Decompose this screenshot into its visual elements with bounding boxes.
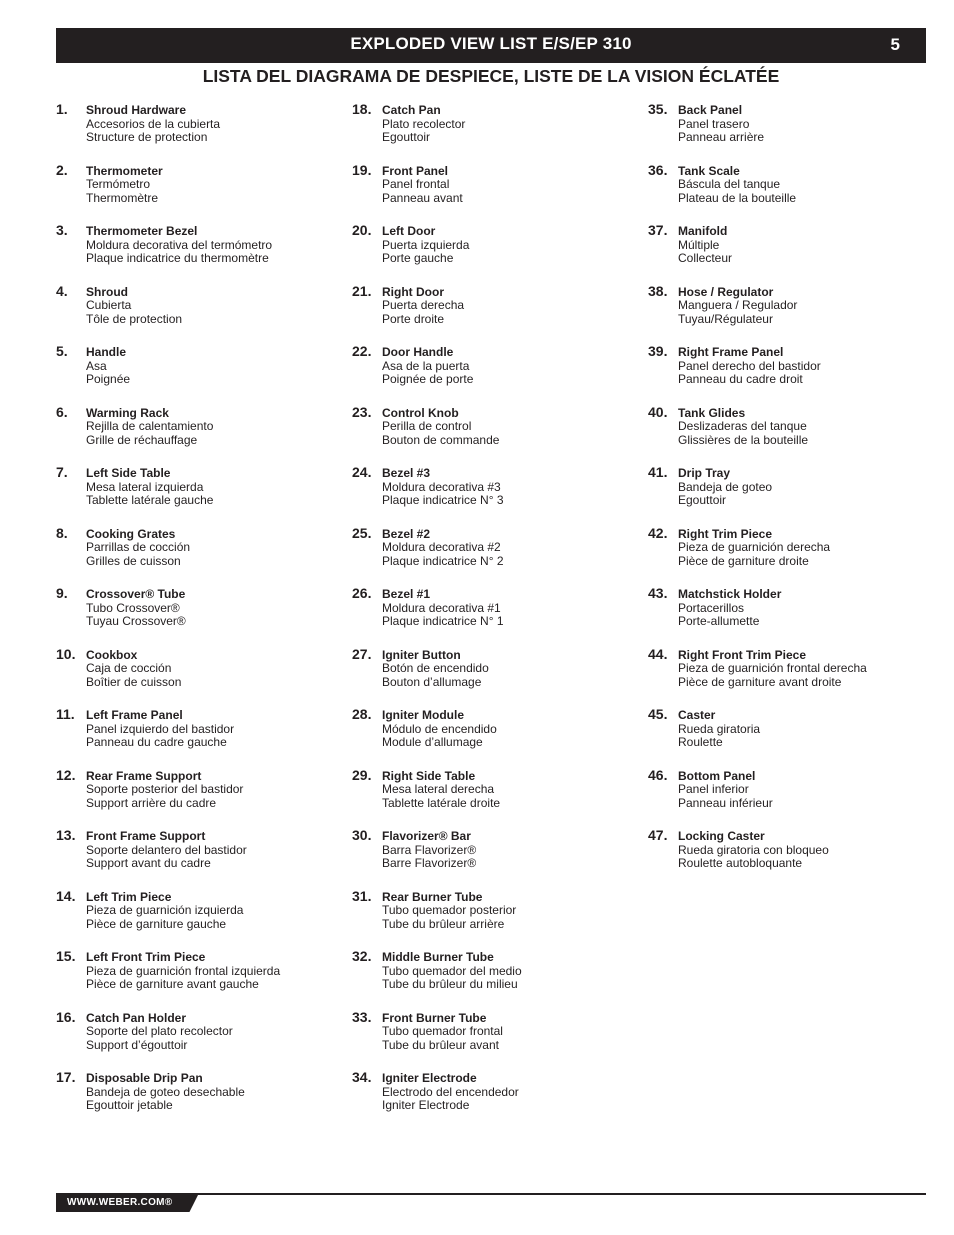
part-names — [382, 104, 465, 145]
part-name-english: Caster — [678, 708, 716, 722]
part-name-spanish: Panel izquierdo del bastidor — [86, 721, 235, 736]
part-list-item — [56, 706, 346, 767]
part-list-item — [56, 525, 346, 586]
part-list-item — [352, 585, 642, 646]
part-names — [382, 770, 500, 811]
part-number: 21. — [352, 282, 372, 299]
part-name-english: Flavorizer® Bar — [382, 829, 471, 843]
part-list-item — [352, 464, 642, 525]
part-names — [86, 286, 182, 327]
part-names — [382, 891, 516, 932]
part-names — [86, 588, 186, 629]
part-number: 25. — [352, 524, 372, 541]
parts-column-1 — [56, 101, 346, 1130]
part-names — [86, 1012, 233, 1053]
part-names — [678, 649, 867, 690]
part-name-english: Left Side Table — [86, 466, 171, 480]
part-name-french: Porte-allumette — [678, 614, 760, 628]
part-name-english: Middle Burner Tube — [382, 950, 494, 964]
part-names — [86, 104, 220, 145]
part-number: 37. — [648, 222, 668, 238]
part-number: 33. — [352, 1008, 372, 1025]
part-list-item — [352, 948, 642, 1009]
part-name-english: Locking Caster — [678, 829, 765, 843]
part-number: 34. — [352, 1069, 372, 1085]
part-name-spanish: Bandeja de goteo desechable — [86, 1084, 245, 1099]
part-name-english: Igniter Button — [382, 647, 461, 662]
part-names — [678, 225, 732, 266]
part-name-french: Support avant du cadre — [86, 856, 211, 870]
part-number: 22. — [352, 343, 372, 359]
part-number: 39. — [648, 343, 668, 359]
part-list-item — [56, 222, 346, 283]
part-name-spanish: Termómetro — [86, 177, 151, 191]
part-number: 5. — [56, 343, 68, 359]
part-name-french: Panneau avant — [382, 190, 463, 205]
part-name-english: Bezel #1 — [382, 587, 431, 601]
part-list-item — [648, 222, 938, 283]
part-name-french: Igniter Electrode — [382, 1098, 470, 1112]
part-list-item — [648, 706, 938, 767]
part-names — [678, 528, 830, 569]
part-number: 13. — [56, 827, 76, 843]
part-name-spanish: Rueda giratoria — [678, 721, 761, 736]
part-name-english: Front Panel — [382, 163, 449, 178]
part-number: 12. — [56, 766, 76, 783]
part-name-english: Front Burner Tube — [382, 1010, 487, 1025]
part-name-spanish: Caja de cocción — [86, 661, 172, 675]
part-name-french: Boîtier de cuisson — [86, 674, 182, 689]
part-names — [86, 830, 247, 871]
part-name-french: Porte droite — [382, 311, 445, 326]
part-list-item — [352, 404, 642, 465]
part-list-item — [56, 646, 346, 707]
part-list-item — [352, 222, 642, 283]
part-number: 4. — [56, 282, 68, 299]
part-name-french: Plaque indicatrice N° 2 — [382, 553, 504, 568]
part-name-spanish: Pieza de guarnición frontal derecha — [678, 661, 867, 675]
part-number: 10. — [56, 645, 76, 662]
part-name-spanish: Rejilla de calentamiento — [86, 419, 214, 433]
part-name-french: Tuyau/Régulateur — [678, 311, 773, 326]
part-list-item — [352, 283, 642, 344]
part-name-french: Tube du brûleur du milieu — [382, 977, 518, 991]
part-name-english: Left Trim Piece — [86, 889, 172, 904]
part-name-english: Bottom Panel — [678, 768, 756, 783]
part-name-french: Egouttoir — [382, 130, 431, 144]
part-names — [382, 165, 463, 206]
part-name-spanish: Múltiple — [678, 237, 720, 252]
part-number: 8. — [56, 524, 68, 541]
part-name-french: Structure de protection — [86, 130, 208, 144]
part-list-item — [56, 101, 346, 162]
part-name-spanish: Soporte delantero del bastidor — [86, 842, 247, 857]
part-name-french: Thermomètre — [86, 190, 159, 205]
part-name-spanish: Panel inferior — [678, 782, 749, 796]
part-name-english: Right Frame Panel — [678, 345, 784, 359]
part-name-spanish: Soporte posterior del bastidor — [86, 782, 244, 796]
part-name-spanish: Accesorios de la cubierta — [86, 116, 221, 131]
part-name-french: Support d’égouttoir — [86, 1037, 188, 1052]
part-list-item — [352, 827, 642, 888]
part-list-item — [648, 343, 938, 404]
part-name-english: Tank Scale — [678, 163, 740, 178]
part-number: 32. — [352, 948, 372, 964]
part-name-french: Panneau du cadre gauche — [86, 735, 227, 749]
part-name-spanish: Tubo Crossover® — [86, 600, 180, 615]
part-list-item — [648, 464, 938, 525]
part-name-english: Catch Pan — [382, 103, 441, 117]
part-name-english: Hose / Regulator — [678, 284, 774, 299]
part-name-french: Pièce de garniture gauche — [86, 916, 227, 931]
part-list-item — [648, 525, 938, 586]
part-name-english: Front Frame Support — [86, 829, 206, 843]
part-name-spanish: Perilla de control — [382, 419, 472, 433]
part-list-item — [56, 162, 346, 223]
part-name-french: Roulette autobloquante — [678, 856, 803, 870]
part-names — [382, 1012, 503, 1053]
part-number: 26. — [352, 585, 372, 601]
part-name-french: Barre Flavorizer® — [382, 856, 477, 870]
part-number: 7. — [56, 464, 68, 480]
part-number: 35. — [648, 101, 668, 117]
part-name-english: Right Door — [382, 284, 444, 299]
part-name-spanish: Tubo quemador posterior — [382, 903, 517, 917]
part-name-french: Roulette — [678, 735, 723, 749]
part-name-english: Rear Frame Support — [86, 768, 202, 783]
part-name-french: Bouton de commande — [382, 432, 500, 447]
part-name-spanish: Electrodo del encendedor — [382, 1084, 519, 1099]
part-number: 11. — [56, 706, 75, 722]
part-name-spanish: Panel derecho del bastidor — [678, 358, 821, 373]
part-names — [678, 346, 821, 387]
part-number: 31. — [352, 887, 372, 904]
part-names — [382, 709, 497, 750]
part-name-spanish: Parrillas de cocción — [86, 540, 191, 554]
part-name-english: Right Side Table — [382, 768, 476, 783]
part-number: 47. — [648, 827, 668, 843]
part-names — [382, 588, 504, 629]
part-name-english: Left Frame Panel — [86, 708, 183, 722]
part-number: 36. — [648, 161, 668, 178]
part-name-spanish: Moldura decorativa #3 — [382, 479, 501, 494]
part-name-english: Right Trim Piece — [678, 526, 773, 541]
part-list-item — [56, 283, 346, 344]
part-names — [86, 528, 190, 569]
part-name-english: Warming Rack — [86, 405, 169, 420]
part-number: 41. — [648, 464, 668, 480]
part-list-item — [648, 646, 938, 707]
part-list-item — [648, 101, 938, 162]
part-number: 42. — [648, 524, 668, 541]
part-names — [678, 407, 808, 448]
part-name-english: Igniter Electrode — [382, 1071, 477, 1085]
part-names — [86, 709, 234, 750]
part-number: 46. — [648, 766, 668, 783]
part-name-french: Egouttoir jetable — [86, 1098, 173, 1112]
part-name-french: Poignée — [86, 372, 131, 386]
part-name-spanish: Manguera / Regulador — [678, 298, 798, 312]
part-names — [382, 830, 476, 871]
part-name-english: Left Front Trim Piece — [86, 950, 206, 964]
part-list-item — [352, 525, 642, 586]
part-name-english: Manifold — [678, 224, 728, 238]
part-number: 43. — [648, 585, 668, 601]
part-names — [678, 286, 797, 327]
part-name-french: Tôle de protection — [86, 311, 183, 326]
part-number: 6. — [56, 403, 68, 420]
part-number: 15. — [56, 948, 76, 964]
part-number: 28. — [352, 706, 372, 722]
part-names — [86, 225, 272, 266]
part-name-english: Tank Glides — [678, 405, 746, 420]
part-name-spanish: Barra Flavorizer® — [382, 842, 477, 857]
part-number: 20. — [352, 222, 372, 238]
parts-column-3 — [648, 101, 938, 888]
part-name-spanish: Deslizaderas del tanque — [678, 419, 807, 433]
part-name-spanish: Plato recolector — [382, 116, 466, 131]
part-name-english: Disposable Drip Pan — [86, 1071, 203, 1085]
part-name-english: Cooking Grates — [86, 526, 176, 541]
part-list-item — [648, 283, 938, 344]
part-list-item — [352, 1009, 642, 1070]
part-number: 9. — [56, 585, 68, 601]
part-name-spanish: Moldura decorativa del termómetro — [86, 237, 273, 252]
part-name-french: Pièce de garniture droite — [678, 553, 809, 568]
page-number: 5 — [890, 35, 900, 54]
part-names — [382, 649, 489, 690]
part-names — [678, 165, 796, 206]
part-name-english: Drip Tray — [678, 466, 731, 480]
part-name-spanish: Tubo quemador del medio — [382, 963, 522, 978]
part-name-english: Back Panel — [678, 103, 743, 117]
part-name-english: Shroud Hardware — [86, 103, 187, 117]
part-name-french: Panneau arrière — [678, 130, 765, 144]
part-name-english: Matchstick Holder — [678, 587, 782, 601]
part-name-english: Crossover® Tube — [86, 587, 186, 601]
part-names — [86, 1072, 245, 1113]
part-number: 18. — [352, 101, 372, 117]
part-number: 24. — [352, 464, 372, 480]
part-name-english: Right Front Trim Piece — [678, 647, 807, 662]
part-name-french: Panneau inférieur — [678, 795, 773, 810]
page-subtitle: LISTA DEL DIAGRAMA DE DESPIECE, LISTE DE LA VISION ÉCLATÉE — [202, 66, 780, 86]
parts-column-2 — [352, 101, 642, 1130]
part-name-spanish: Panel trasero — [678, 116, 750, 131]
part-name-english: Shroud — [86, 284, 128, 299]
part-names — [678, 830, 829, 871]
part-list-item — [352, 767, 642, 828]
part-list-item — [352, 343, 642, 404]
part-names — [86, 346, 130, 387]
part-name-english: Cookbox — [86, 647, 138, 662]
part-name-spanish: Soporte del plato recolector — [86, 1024, 233, 1038]
part-name-french: Tube du brûleur arrière — [382, 916, 505, 931]
part-number: 14. — [56, 887, 76, 904]
part-name-english: Bezel #2 — [382, 526, 431, 541]
page-title: EXPLODED VIEW LIST E/S/EP 310 — [350, 34, 632, 53]
footer-website-link[interactable]: WWW.WEBER.COM® — [67, 1197, 173, 1208]
part-name-french: Tuyau Crossover® — [86, 614, 186, 628]
footer-rule — [56, 1193, 926, 1195]
part-list-item — [648, 827, 938, 888]
part-name-spanish: Módulo de encendido — [382, 721, 497, 736]
part-name-french: Pièce de garniture avant gauche — [86, 977, 259, 991]
part-names — [86, 649, 181, 690]
part-name-english: Door Handle — [382, 345, 454, 359]
part-number: 38. — [648, 282, 668, 299]
part-name-spanish: Asa — [86, 358, 107, 373]
part-name-spanish: Botón de encendido — [382, 661, 489, 675]
part-list-item — [352, 706, 642, 767]
part-name-english: Thermometer Bezel — [86, 224, 198, 238]
part-number: 19. — [352, 161, 372, 178]
part-list-item — [352, 162, 642, 223]
part-number: 17. — [56, 1069, 76, 1085]
part-name-french: Grille de réchauffage — [86, 432, 198, 447]
part-name-french: Plaque indicatrice du thermomètre — [86, 251, 269, 265]
part-names — [382, 951, 522, 992]
part-names — [86, 891, 243, 932]
part-name-french: Bouton d’allumage — [382, 674, 482, 689]
part-name-spanish: Portacerillos — [678, 600, 745, 615]
part-list-item — [56, 767, 346, 828]
part-name-spanish: Pieza de guarnición izquierda — [86, 903, 244, 917]
part-list-item — [56, 1069, 346, 1130]
part-list-item — [352, 646, 642, 707]
part-list-item — [648, 404, 938, 465]
part-name-english: Handle — [86, 345, 127, 359]
part-name-english: Control Knob — [382, 405, 459, 420]
part-name-french: Plaque indicatrice N° 1 — [382, 614, 504, 628]
part-name-french: Panneau du cadre droit — [678, 372, 803, 386]
part-list-item — [648, 767, 938, 828]
part-names — [86, 951, 280, 992]
part-name-english: Bezel #3 — [382, 466, 431, 480]
part-name-english: Left Door — [382, 224, 436, 238]
part-name-spanish: Mesa lateral izquierda — [86, 479, 204, 494]
part-names — [678, 770, 773, 811]
part-number: 3. — [56, 222, 68, 238]
part-name-english: Catch Pan Holder — [86, 1010, 187, 1025]
part-names — [382, 407, 499, 448]
part-list-item — [56, 404, 346, 465]
part-name-spanish: Pieza de guarnición derecha — [678, 540, 831, 554]
part-name-spanish: Puerta izquierda — [382, 237, 470, 252]
part-number: 29. — [352, 766, 372, 783]
part-list-item — [352, 1069, 642, 1130]
part-number: 1. — [56, 101, 68, 117]
part-list-item — [56, 827, 346, 888]
part-number: 2. — [56, 161, 68, 178]
part-list-item — [648, 162, 938, 223]
part-name-spanish: Panel frontal — [382, 177, 450, 191]
part-name-french: Poignée de porte — [382, 372, 474, 386]
part-names — [86, 407, 213, 448]
part-names — [382, 467, 504, 508]
part-number: 23. — [352, 403, 372, 420]
part-list-item — [56, 948, 346, 1009]
part-name-spanish: Mesa lateral derecha — [382, 782, 495, 796]
part-name-french: Module d’allumage — [382, 735, 483, 749]
part-names — [382, 346, 473, 387]
part-name-french: Tablette latérale droite — [382, 795, 501, 810]
part-name-spanish: Puerta derecha — [382, 298, 465, 312]
part-list-item — [56, 343, 346, 404]
part-name-spanish: Pieza de guarnición frontal izquierda — [86, 963, 281, 978]
part-list-item — [648, 585, 938, 646]
part-name-spanish: Asa de la puerta — [382, 358, 470, 373]
part-number: 30. — [352, 827, 372, 843]
part-list-item — [352, 888, 642, 949]
part-list-item — [56, 1009, 346, 1070]
header-bar — [56, 28, 926, 63]
part-names — [382, 286, 464, 327]
part-name-french: Support arrière du cadre — [86, 795, 217, 810]
part-names — [382, 225, 469, 266]
part-name-english: Rear Burner Tube — [382, 889, 483, 904]
part-name-french: Tube du brûleur avant — [382, 1037, 499, 1052]
part-name-french: Plateau de la bouteille — [678, 190, 797, 205]
part-number: 44. — [648, 645, 668, 662]
part-names — [678, 588, 781, 629]
part-list-item — [352, 101, 642, 162]
part-name-french: Porte gauche — [382, 251, 454, 265]
part-name-english: Igniter Module — [382, 708, 464, 722]
part-name-french: Tablette latérale gauche — [86, 493, 214, 507]
part-number: 16. — [56, 1008, 76, 1025]
part-list-item — [56, 464, 346, 525]
part-names — [382, 1072, 519, 1113]
part-name-french: Plaque indicatrice N° 3 — [382, 493, 504, 507]
part-name-french: Pièce de garniture avant droite — [678, 674, 842, 689]
part-name-spanish: Moldura decorativa #1 — [382, 600, 501, 615]
part-name-spanish: Rueda giratoria con bloqueo — [678, 842, 829, 857]
part-name-french: Collecteur — [678, 251, 733, 265]
part-name-english: Thermometer — [86, 163, 163, 178]
part-number: 45. — [648, 706, 668, 722]
part-number: 40. — [648, 403, 668, 420]
part-names — [86, 165, 163, 206]
part-name-spanish: Bandeja de goteo — [678, 479, 773, 494]
part-name-french: Egouttoir — [678, 493, 727, 507]
part-name-spanish: Cubierta — [86, 298, 132, 312]
part-names — [678, 104, 764, 145]
part-names — [86, 467, 213, 508]
part-name-spanish: Tubo quemador frontal — [382, 1024, 503, 1038]
part-names — [678, 709, 760, 750]
part-names — [678, 467, 772, 508]
part-list-item — [56, 585, 346, 646]
part-names — [382, 528, 504, 569]
part-list-item — [56, 888, 346, 949]
part-names — [86, 770, 243, 811]
part-number: 27. — [352, 645, 372, 662]
part-name-spanish: Báscula del tanque — [678, 177, 781, 191]
part-name-french: Grilles de cuisson — [86, 553, 181, 568]
part-name-spanish: Moldura decorativa #2 — [382, 540, 501, 554]
part-name-french: Glissières de la bouteille — [678, 432, 809, 447]
